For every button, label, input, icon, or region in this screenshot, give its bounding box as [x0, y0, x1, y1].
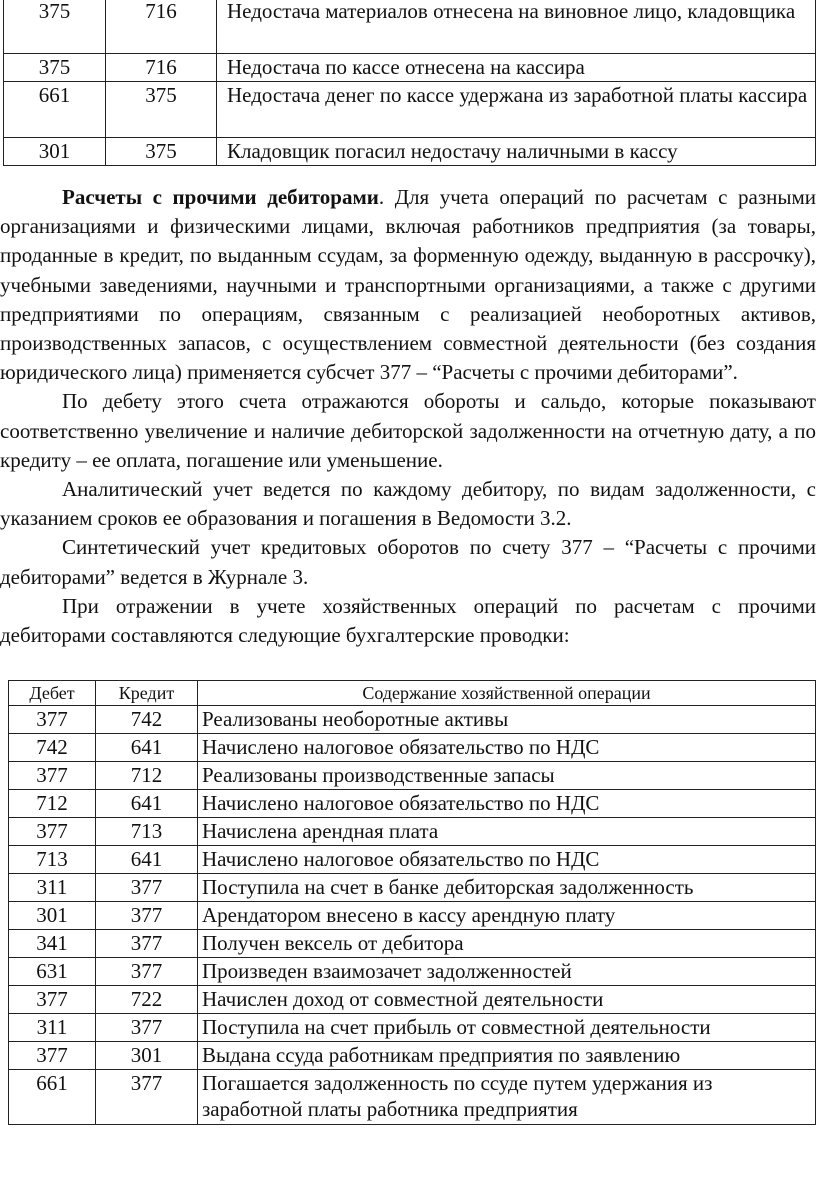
credit-cell: 377: [96, 958, 198, 986]
debit-cell: 631: [9, 958, 96, 986]
debit-cell: 377: [9, 986, 96, 1014]
debit-cell: 375: [4, 54, 106, 82]
credit-cell: 301: [96, 1042, 198, 1070]
table-row: [4, 54, 816, 82]
content-cell: Недостача денег по кассе удержана из заработной платы кассира: [217, 82, 816, 138]
debit-cell: 742: [9, 734, 96, 762]
table-header-row: [9, 681, 816, 706]
credit-cell: 716: [106, 0, 217, 54]
content-cell: Недостача материалов отнесена на виновное лицо, кладовщика: [217, 0, 816, 54]
credit-cell: 712: [96, 762, 198, 790]
content-cell: Арендатором внесено в кассу арендную плату: [198, 902, 816, 930]
content-cell: Погашается задолженность по ссуде путем удержания из заработной платы работника предприятия: [198, 1070, 816, 1125]
header-content: Содержание хозяйственной операции: [198, 681, 816, 706]
debit-cell: 377: [9, 762, 96, 790]
debit-cell: 713: [9, 846, 96, 874]
content-cell: Выдана ссуда работникам предприятия по заявлению: [198, 1042, 816, 1070]
paragraph-intro-text: . Для учета операций по расчетам с разными организациями и физическими лицами, включая работников предприятия (за товары, проданные в кредит, по выданным ссудам, за форменную одежду, выданную в рассрочку), учебными заведениями, научными и транспортными организациями, а также с другими предприятиями по операциям, связанным с реализацией необоротных активов, производственных запасов, с осуществлением совместной деятельности (без создания юридического лица) применяется субсчет 377 – “Расчеты с прочими дебиторами”.: [0, 185, 816, 385]
table-row: [9, 846, 816, 874]
credit-cell: 375: [106, 138, 217, 166]
debit-cell: 301: [4, 138, 106, 166]
header-credit: Кредит: [96, 681, 198, 706]
credit-cell: 641: [96, 734, 198, 762]
debit-cell: 375: [4, 0, 106, 54]
paragraph-entries-intro: При отражении в учете хозяйственных операций по расчетам с прочими дебиторами составляются следующие бухгалтерские проводки:: [0, 593, 816, 648]
content-cell: Недостача по кассе отнесена на кассира: [217, 54, 816, 82]
debit-cell: 377: [9, 818, 96, 846]
credit-cell: 713: [96, 818, 198, 846]
debit-cell: 301: [9, 902, 96, 930]
table-row: [9, 706, 816, 734]
debit-cell: 341: [9, 930, 96, 958]
paragraph-intro: [0, 183, 816, 387]
content-cell: Произведен взаимозачет задолженностей: [198, 958, 816, 986]
content-cell: Начислена арендная плата: [198, 818, 816, 846]
content-cell: Поступила на счет прибыль от совместной деятельности: [198, 1014, 816, 1042]
credit-cell: 722: [96, 986, 198, 1014]
credit-cell: 377: [96, 930, 198, 958]
credit-cell: 377: [96, 1070, 198, 1125]
content-cell: Реализованы необоротные активы: [198, 706, 816, 734]
table-row: [9, 1042, 816, 1070]
content-cell: Реализованы производственные запасы: [198, 762, 816, 790]
credit-cell: 375: [106, 82, 217, 138]
debit-cell: 377: [9, 706, 96, 734]
table-row: [9, 818, 816, 846]
table-row: [9, 902, 816, 930]
table-row: [9, 874, 816, 902]
table-row: [9, 930, 816, 958]
credit-cell: 641: [96, 790, 198, 818]
debit-cell: 712: [9, 790, 96, 818]
header-debit: Дебет: [9, 681, 96, 706]
content-cell: Начислено налоговое обязательство по НДС: [198, 790, 816, 818]
entries-table: [8, 680, 816, 1125]
credit-cell: 641: [96, 846, 198, 874]
body-text: [0, 183, 816, 650]
content-cell: Получен вексель от дебитора: [198, 930, 816, 958]
debit-cell: 311: [9, 874, 96, 902]
table-row: [4, 138, 816, 166]
table-row: [9, 734, 816, 762]
credit-cell: 377: [96, 1014, 198, 1042]
debit-cell: 311: [9, 1014, 96, 1042]
table-row: [9, 790, 816, 818]
credit-cell: 716: [106, 54, 217, 82]
table-row: [4, 0, 816, 54]
table-row: [4, 82, 816, 138]
content-cell: Начислено налоговое обязательство по НДС: [198, 734, 816, 762]
credit-cell: 377: [96, 902, 198, 930]
table-row: [9, 986, 816, 1014]
credit-cell: 377: [96, 874, 198, 902]
debit-cell: 377: [9, 1042, 96, 1070]
credit-cell: 742: [96, 706, 198, 734]
table-row: [9, 762, 816, 790]
content-cell: Кладовщик погасил недостачу наличными в кассу: [217, 138, 816, 166]
content-cell: Начислен доход от совместной деятельности: [198, 986, 816, 1014]
top-entries-table: [3, 0, 816, 166]
table-row: [9, 1014, 816, 1042]
table-row: [9, 958, 816, 986]
content-cell: Поступила на счет в банке дебиторская задолженность: [198, 874, 816, 902]
paragraph-analytical: Аналитический учет ведется по каждому дебитору, по видам задолженности, с указанием сроков ее образования и погашения в Ведомости 3.2.: [0, 477, 816, 531]
section-heading: Расчеты с прочими дебиторами: [62, 185, 379, 209]
table-row: [9, 1070, 816, 1125]
content-cell: Начислено налоговое обязательство по НДС: [198, 846, 816, 874]
paragraph-synthetic: Синтетический учет кредитовых оборотов по счету 377 – “Расчеты с прочими дебиторами” ведется в Журнале 3.: [0, 535, 816, 589]
debit-cell: 661: [4, 82, 106, 138]
paragraph-debit-credit: По дебету этого счета отражаются обороты и сальдо, которые показывают соответственно увеличение и наличие дебиторской задолженности на отчетную дату, а по кредиту – ее оплата, погашение или уменьшение.: [0, 389, 816, 472]
debit-cell: 661: [9, 1070, 96, 1125]
